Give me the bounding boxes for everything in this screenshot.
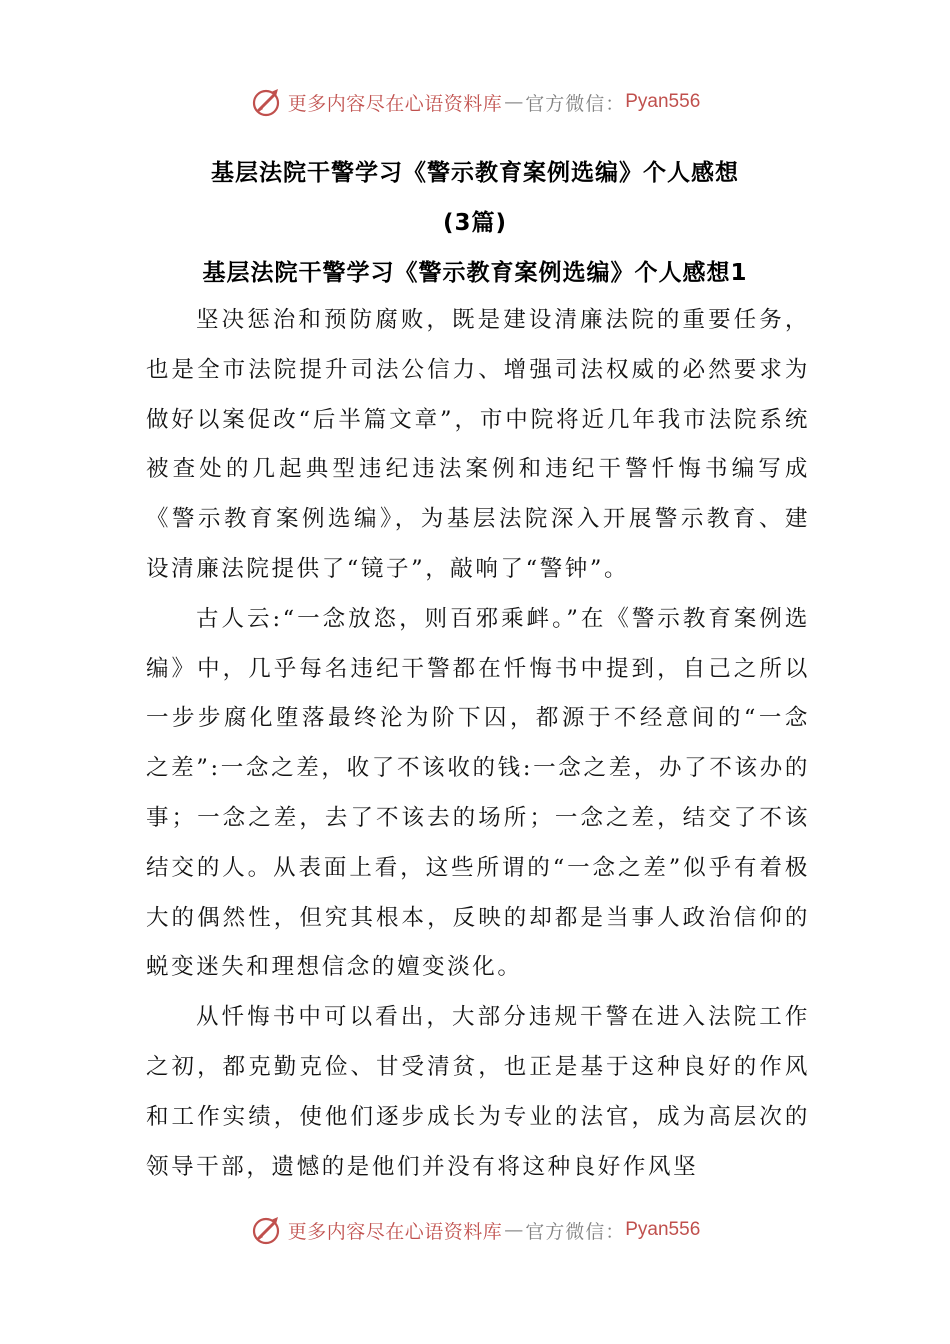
paragraph: 坚决惩治和预防腐败，既是建设清廉法院的重要任务，也是全市法院提升司法公信力、增强司法权威的必然要求为做好以案促改“后半篇文章”，市中院将近几年我市法院系统被查处的几起典型违纪违法案例和违纪干警忏悔书编写成《警示教育案例选编》，为基层法院深入开展警示教育、建设清廉法院提供了“镜子”，敲响了“警钟”。 [146, 307, 810, 582]
wechat-id: Pyan556 [625, 91, 701, 112]
separator-dash: — [504, 91, 524, 113]
contact-label: 官方微信： [525, 1220, 626, 1243]
paragraph: 古人云:“一念放恣，则百邪乘衅。”在《警示教育案例选编》中，几乎每名违纪干警都在忏悔书中提到，自己之所以一步步腐化堕落最终沦为阶下囚，都源于不经意间的“一念之差”:一念之差，收了不该收的钱:一念之差，办了不该办的事；一念之差，去了不该去的场所；一念之差，结交了不该结交的人。从表面上看，这些所谓的“一念之差”似乎有着极大的偶然性，但究其根本，反映的却都是当事人政治信仰的蜕变迷失和理想信念的嬗变淡化。 [146, 605, 810, 981]
header-banner [0, 80, 950, 124]
brand-text: 更多内容尽在心语资料库 [287, 92, 503, 115]
footer-banner [0, 1208, 950, 1252]
contact-label: 官方微信： [525, 92, 626, 115]
document-title: 基层法院干警学习《警示教育案例选编》个人感想 [211, 160, 739, 186]
pen-logo-icon [250, 85, 284, 119]
section-heading: 基层法院干警学习《警示教育案例选编》个人感想1 [202, 260, 748, 286]
document-title-count: (3篇) [442, 210, 508, 236]
wechat-id: Pyan556 [625, 1219, 701, 1240]
document-body [146, 296, 810, 1192]
paragraph: 从忏悔书中可以看出，大部分违规干警在进入法院工作之初，都克勤克俭、甘受清贫，也正是基于这种良好的作风和工作实绩，使他们逐步成长为专业的法官，成为高层次的领导干部，遗憾的是他们并没有将这种良好作风坚 [146, 1004, 810, 1180]
pen-logo-icon [250, 1213, 284, 1247]
separator-dash: — [504, 1219, 524, 1241]
brand-text: 更多内容尽在心语资料库 [287, 1220, 503, 1243]
